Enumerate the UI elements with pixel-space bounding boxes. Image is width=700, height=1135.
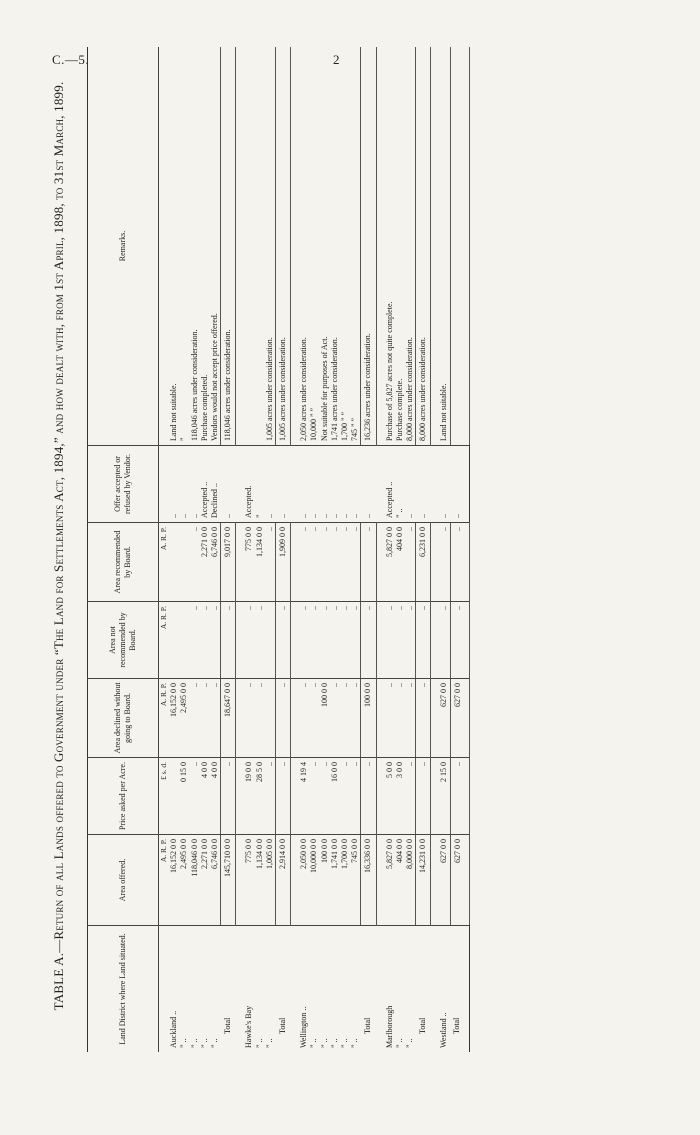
cell-not-recommended: .. — [439, 602, 450, 679]
cell-district: ” .. — [394, 1038, 404, 1048]
cell-declined: 100 0 0 — [320, 679, 330, 758]
total-row — [276, 47, 291, 1052]
spacer-cell — [236, 446, 245, 523]
cell-recommended: .. — [439, 523, 450, 602]
cell-not-recommended: .. — [276, 602, 291, 679]
spacer-cell — [236, 47, 245, 446]
cell-remarks: 8,000 acres under consideration. — [405, 47, 416, 446]
spacer-cell — [236, 679, 245, 758]
table-row — [309, 47, 319, 1052]
cell-offer: .. — [265, 446, 276, 523]
cell-district: Total — [417, 1017, 427, 1034]
cell-area: 10,000 0 0 — [309, 835, 319, 926]
cell-price: .. — [416, 758, 431, 835]
spacer-cell — [236, 926, 245, 1053]
cell-price: 16 0 0 — [330, 758, 340, 835]
unit-area: A. R. P. — [159, 835, 170, 926]
cell-recommended: .. — [450, 523, 469, 602]
cell-price: 4 0 0 — [210, 758, 221, 835]
unit-price: £ s. d. — [159, 758, 170, 835]
cell-declined: .. — [405, 679, 416, 758]
cell-remarks: Purchase of 5,827 acres not quite complete. — [385, 47, 395, 446]
spacer-cell — [376, 835, 385, 926]
cell-price: .. — [265, 758, 276, 835]
cell-district: Hawke's Bay — [244, 1005, 254, 1048]
cell-declined: 16,152 0 0 — [169, 679, 179, 758]
table-row — [439, 47, 450, 1052]
table-title-main: Return of all Lands offered to Government under “The Land for Settlements Act, 1894,” and how dealt with, from 1st April, 1898, to 31st March, 1899. — [51, 81, 66, 940]
cell-area: 2,495 0 0 — [179, 835, 189, 926]
col-declined: Area declined without going to Board. — [88, 679, 159, 758]
table-row — [200, 47, 210, 1052]
units-row — [159, 47, 170, 1052]
cell-declined: .. — [416, 679, 431, 758]
cell-offer: .. — [340, 446, 350, 523]
table-row — [210, 47, 221, 1052]
spacer-cell — [376, 446, 385, 523]
cell-not-recommended: .. — [450, 602, 469, 679]
spacer-row — [291, 47, 300, 1052]
cell-recommended: .. — [405, 523, 416, 602]
cell-price: 4 19 4 — [299, 758, 309, 835]
cell-price: .. — [361, 758, 376, 835]
cell-remarks: Not suitable for purposes of Act. — [320, 47, 330, 446]
cell-recommended: 1,134 0 0 — [255, 523, 265, 602]
cell-recommended: .. — [361, 523, 376, 602]
table-row — [320, 47, 330, 1052]
spacer-cell — [431, 446, 440, 523]
cell-area: 2,271 0 0 — [200, 835, 210, 926]
cell-offer: .. — [190, 446, 200, 523]
cell-price: 28 5 0 — [255, 758, 265, 835]
cell-recommended: .. — [265, 523, 276, 602]
spacer-cell — [431, 926, 440, 1053]
cell-area: 5,827 0 0 — [385, 835, 395, 926]
spacer-cell — [376, 679, 385, 758]
spacer-cell — [291, 835, 300, 926]
spacer-cell — [431, 47, 440, 446]
cell-district: Total — [362, 1017, 372, 1034]
cell-offer: .. — [450, 446, 469, 523]
cell-price: 5 0 0 — [385, 758, 395, 835]
cell-offer: .. — [405, 446, 416, 523]
cell-declined: .. — [244, 679, 254, 758]
cell-recommended — [179, 523, 189, 602]
cell-recommended: 6,746 0 0 — [210, 523, 221, 602]
cell-declined: .. — [350, 679, 361, 758]
cell-price: .. — [276, 758, 291, 835]
cell-remarks: 1,005 acres under consideration. — [265, 47, 276, 446]
col-price: Price asked per Acre. — [88, 758, 159, 835]
cell-remarks: 1,741 acres under consideration. — [330, 47, 340, 446]
cell-recommended: .. — [309, 523, 319, 602]
table-row — [244, 47, 254, 1052]
table-title — [52, 40, 66, 1052]
spacer-cell — [236, 602, 245, 679]
cell-price: 2 15 0 — [439, 758, 450, 835]
cell-area: 775 0 0 — [244, 835, 254, 926]
cell-area: 118,046 0 0 — [190, 835, 200, 926]
cell-district: ” .. — [329, 1038, 339, 1048]
cell-remarks: 1,005 acres under consideration. — [276, 47, 291, 446]
spacer-cell — [431, 523, 440, 602]
cell-declined: 100 0 0 — [361, 679, 376, 758]
unit-not-rec: A. R. P. — [159, 602, 170, 679]
spacer-cell — [376, 602, 385, 679]
cell-not-recommended: .. — [190, 602, 200, 679]
cell-recommended: 5,827 0 0 — [385, 523, 395, 602]
cell-offer: ” .. — [395, 446, 405, 523]
cell-not-recommended: .. — [244, 602, 254, 679]
cell-area: 627 0 0 — [450, 835, 469, 926]
spacer-cell — [291, 679, 300, 758]
cell-offer: .. — [350, 446, 361, 523]
cell-remarks: 118,046 acres under consideration. — [221, 47, 236, 446]
col-offer: Offer accepted or refused by Vendor. — [88, 446, 159, 523]
spacer-row — [431, 47, 440, 1052]
spacer-cell — [236, 758, 245, 835]
total-row — [416, 47, 431, 1052]
cell-area: 8,000 0 0 — [405, 835, 416, 926]
cell-declined: .. — [276, 679, 291, 758]
cell-remarks: 10,000 ” ” — [309, 47, 319, 446]
cell-declined: 627 0 0 — [439, 679, 450, 758]
cell-remarks: ” — [179, 47, 189, 446]
cell-recommended: 1,909 0 0 — [276, 523, 291, 602]
cell-district: ” .. — [350, 1038, 360, 1048]
cell-district: Westland .. — [439, 1012, 449, 1048]
spacer-cell — [291, 926, 300, 1053]
spacer-cell — [431, 602, 440, 679]
cell-offer: .. — [221, 446, 236, 523]
cell-price: 19 0 0 — [244, 758, 254, 835]
cell-area: 1,134 0 0 — [255, 835, 265, 926]
page-number: 2 — [333, 52, 340, 67]
cell-recommended: .. — [299, 523, 309, 602]
cell-not-recommended — [179, 602, 189, 679]
cell-not-recommended: .. — [395, 602, 405, 679]
cell-declined: .. — [340, 679, 350, 758]
cell-offer: .. — [330, 446, 340, 523]
cell-remarks: 16,236 acres under consideration. — [361, 47, 376, 446]
total-row — [450, 47, 469, 1052]
spacer-cell — [431, 758, 440, 835]
cell-area: 2,050 0 0 — [299, 835, 309, 926]
cell-remarks — [255, 47, 265, 446]
cell-offer: Declined .. — [210, 446, 221, 523]
cell-not-recommended: .. — [405, 602, 416, 679]
cell-offer: .. — [416, 446, 431, 523]
cell-area: 1,700 0 0 — [340, 835, 350, 926]
cell-offer: Accepted .. — [385, 446, 395, 523]
cell-area: 6,746 0 0 — [210, 835, 221, 926]
cell-not-recommended: .. — [210, 602, 221, 679]
table-row — [350, 47, 361, 1052]
cell-offer: Accepted .. — [200, 446, 210, 523]
cell-remarks: 8,000 acres under consideration. — [416, 47, 431, 446]
cell-recommended: 775 0 0 — [244, 523, 254, 602]
cell-recommended: .. — [350, 523, 361, 602]
spacer-cell — [291, 758, 300, 835]
cell-area: 745 0 0 — [350, 835, 361, 926]
cell-district: ” .. — [264, 1038, 274, 1048]
cell-offer: .. — [439, 446, 450, 523]
cell-recommended: .. — [190, 523, 200, 602]
cell-declined: .. — [299, 679, 309, 758]
cell-district: Wellington .. — [299, 1006, 309, 1048]
cell-recommended: 404 0 0 — [395, 523, 405, 602]
table-row — [255, 47, 265, 1052]
cell-price: 0 15 0 — [179, 758, 189, 835]
cell-price: 3 0 0 — [395, 758, 405, 835]
cell-recommended: .. — [320, 523, 330, 602]
cell-remarks: Land not suitable. — [439, 47, 450, 446]
cell-not-recommended: .. — [385, 602, 395, 679]
cell-district: Marlborough — [384, 1005, 394, 1048]
cell-district: ” .. — [405, 1038, 415, 1048]
cell-not-recommended: .. — [350, 602, 361, 679]
cell-price — [169, 758, 179, 835]
table-title-prefix: TABLE A.— — [51, 939, 66, 1011]
col-district: Land District where Land situated. — [88, 926, 159, 1053]
spacer-cell — [431, 679, 440, 758]
cell-price: 4 0 0 — [200, 758, 210, 835]
cell-area: 100 0 0 — [320, 835, 330, 926]
spacer-cell — [291, 47, 300, 446]
cell-declined: .. — [255, 679, 265, 758]
cell-price: .. — [221, 758, 236, 835]
cell-remarks — [244, 47, 254, 446]
cell-price: .. — [190, 758, 200, 835]
cell-offer: ” — [255, 446, 265, 523]
cell-district: ” .. — [210, 1038, 220, 1048]
cell-remarks: 118,046 acres under consideration. — [190, 47, 200, 446]
cell-area: 16,152 0 0 — [169, 835, 179, 926]
cell-price: .. — [309, 758, 319, 835]
cell-not-recommended: .. — [330, 602, 340, 679]
cell-declined: .. — [210, 679, 221, 758]
cell-district: ” .. — [340, 1038, 350, 1048]
cell-declined — [265, 679, 276, 758]
table-row — [190, 47, 200, 1052]
spacer-cell — [236, 835, 245, 926]
table-row — [385, 47, 395, 1052]
cell-not-recommended: .. — [320, 602, 330, 679]
cell-not-recommended: .. — [416, 602, 431, 679]
cell-recommended: 6,231 0 0 — [416, 523, 431, 602]
col-not-recommended: Area not recommended by Board. — [88, 602, 159, 679]
cell-declined: .. — [385, 679, 395, 758]
cell-not-recommended: .. — [361, 602, 376, 679]
cell-price: .. — [405, 758, 416, 835]
cell-not-recommended: .. — [340, 602, 350, 679]
table-row — [330, 47, 340, 1052]
cell-area: 627 0 0 — [439, 835, 450, 926]
spacer-cell — [291, 446, 300, 523]
unit-declined: A. R. P. — [159, 679, 170, 758]
cell-district: Total — [450, 926, 469, 1053]
spacer-cell — [376, 758, 385, 835]
cell-remarks: Land not suitable. — [169, 47, 179, 446]
cell-remarks: Purchase complete. — [395, 47, 405, 446]
cell-remarks — [450, 47, 469, 446]
cell-recommended: 2,271 0 0 — [200, 523, 210, 602]
spacer-cell — [291, 523, 300, 602]
col-area-offered: Area offered. — [88, 835, 159, 926]
cell-declined: .. — [395, 679, 405, 758]
cell-not-recommended: .. — [255, 602, 265, 679]
cell-not-recommended: .. — [309, 602, 319, 679]
cell-not-recommended: .. — [221, 602, 236, 679]
cell-recommended: .. — [330, 523, 340, 602]
cell-remarks: 745 ” ” — [350, 47, 361, 446]
cell-declined: 627 0 0 — [450, 679, 469, 758]
total-row — [361, 47, 376, 1052]
land-return-table — [87, 47, 470, 1052]
table-row — [299, 47, 309, 1052]
header-row — [88, 47, 159, 1052]
cell-remarks: Purchase completed. — [200, 47, 210, 446]
cell-district: ” .. — [179, 1038, 189, 1048]
cell-declined: .. — [330, 679, 340, 758]
spacer-cell — [431, 835, 440, 926]
table-row — [169, 47, 179, 1052]
table-row — [340, 47, 350, 1052]
cell-recommended: 9,017 0 0 — [221, 523, 236, 602]
cell-offer: Accepted. — [244, 446, 254, 523]
spacer-cell — [376, 523, 385, 602]
page-reference: C.—5. — [52, 52, 90, 67]
table-row — [395, 47, 405, 1052]
cell-declined: .. — [190, 679, 200, 758]
total-row — [221, 47, 236, 1052]
table-row — [405, 47, 416, 1052]
unit-rec: A. R. P. — [159, 523, 170, 602]
cell-district: ” .. — [319, 1038, 329, 1048]
cell-area: 145,710 0 0 — [221, 835, 236, 926]
cell-area: 14,231 0 0 — [416, 835, 431, 926]
cell-offer: .. — [320, 446, 330, 523]
cell-not-recommended — [265, 602, 276, 679]
cell-district: ” .. — [309, 1038, 319, 1048]
cell-price: .. — [350, 758, 361, 835]
spacer-cell — [291, 602, 300, 679]
cell-area: 2,914 0 0 — [276, 835, 291, 926]
spacer-cell — [376, 926, 385, 1053]
cell-district: Total — [277, 1017, 287, 1034]
cell-remarks: 1,700 ” ” — [340, 47, 350, 446]
col-recommended: Area recommended by Board. — [88, 523, 159, 602]
cell-offer: .. — [179, 446, 189, 523]
table-row — [265, 47, 276, 1052]
cell-offer: .. — [361, 446, 376, 523]
cell-declined: .. — [200, 679, 210, 758]
cell-offer: .. — [276, 446, 291, 523]
cell-area: 1,741 0 0 — [330, 835, 340, 926]
spacer-cell — [376, 47, 385, 446]
cell-not-recommended: .. — [299, 602, 309, 679]
cell-recommended: .. — [340, 523, 350, 602]
spacer-cell — [236, 523, 245, 602]
table-row — [179, 47, 189, 1052]
spacer-row — [236, 47, 245, 1052]
col-remarks: Remarks. — [88, 47, 159, 446]
cell-offer: .. — [309, 446, 319, 523]
cell-recommended — [169, 523, 179, 602]
cell-declined: 18,647 0 0 — [221, 679, 236, 758]
cell-offer: .. — [169, 446, 179, 523]
cell-price: .. — [450, 758, 469, 835]
spacer-row — [376, 47, 385, 1052]
cell-district: ” .. — [254, 1038, 264, 1048]
cell-district: ” .. — [199, 1038, 209, 1048]
cell-remarks: Vendors would not accept price offered. — [210, 47, 221, 446]
cell-declined: 2,495 0 0 — [179, 679, 189, 758]
cell-not-recommended: .. — [200, 602, 210, 679]
cell-district: Total — [222, 1017, 232, 1034]
cell-remarks: 2,050 acres under consideration. — [299, 47, 309, 446]
cell-area: 1,005 0 0 — [265, 835, 276, 926]
table-body — [159, 47, 470, 1052]
cell-district: Auckland .. — [169, 1010, 179, 1048]
cell-area: 16,336 0 0 — [361, 835, 376, 926]
cell-declined: .. — [309, 679, 319, 758]
cell-offer: .. — [299, 446, 309, 523]
cell-price: .. — [340, 758, 350, 835]
cell-district: ” .. — [189, 1038, 199, 1048]
cell-not-recommended — [169, 602, 179, 679]
cell-area: 404 0 0 — [395, 835, 405, 926]
cell-price: .. — [320, 758, 330, 835]
